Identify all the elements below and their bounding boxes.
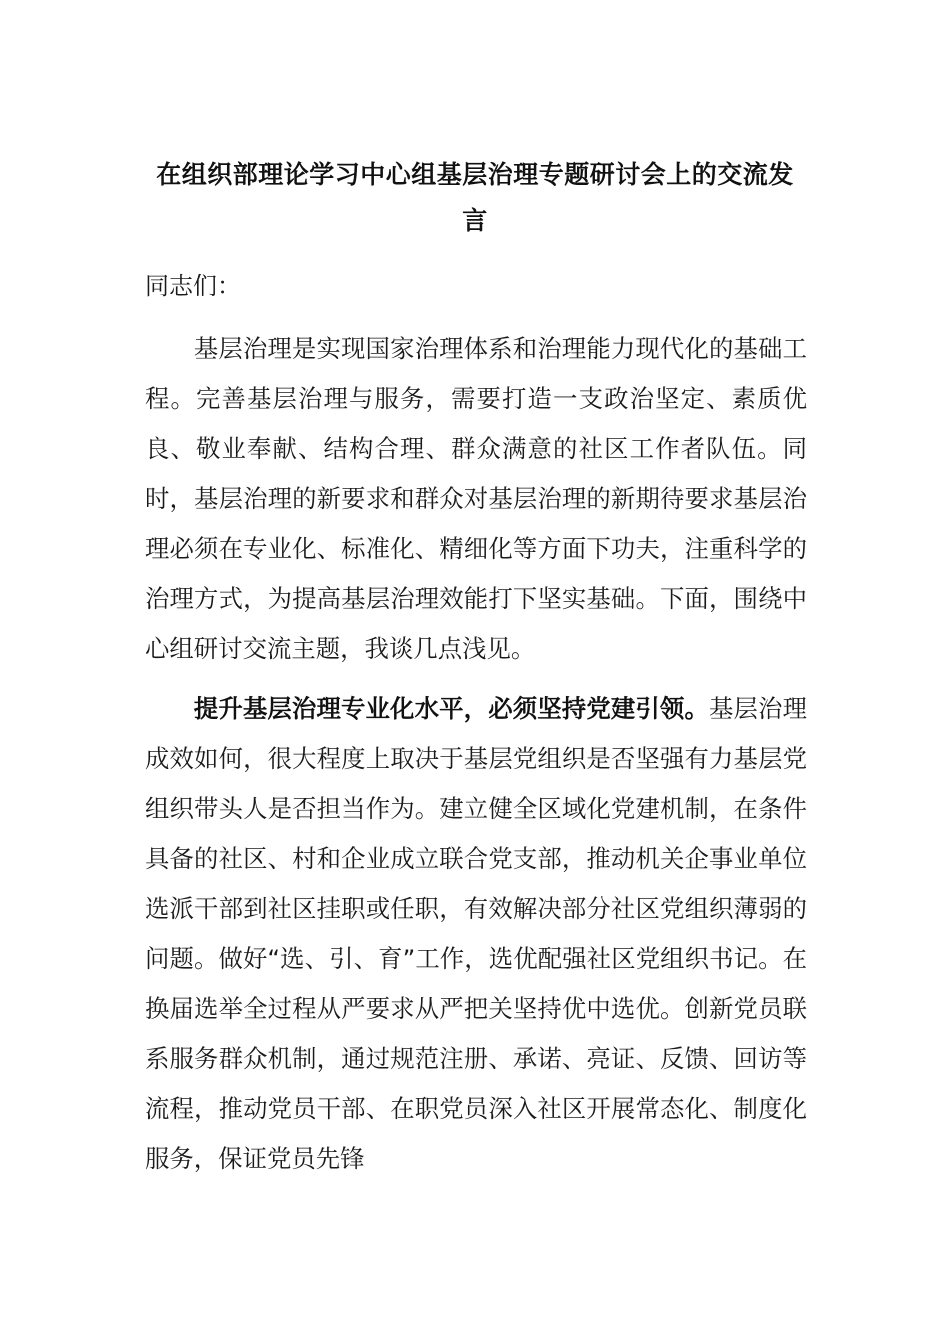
document-title-line-1: 在组织部理论学习中心组基层治理专题研讨会上的交流发 (156, 160, 794, 189)
document-title-line-2: 言 (462, 206, 488, 235)
paragraph-2-text: 基层治理成效如何，很大程度上取决于基层党组织是否坚强有力基层党组织带头人是否担当作为。建立健全区域化党建机制，在条件具备的社区、村和企业成立联合党支部，推动机关企事业单位选派干部到社区挂职或任职，有效解决部分社区党组织薄弱的问题。做好“选、引、育”工作，选优配强社区党组织书记。在换届选举全过程从严要求从严把关坚持优中选优。创新党员联系服务群众机制，通过规范注册、承诺、亮证、反馈、回访等流程，推动党员干部、在职党员深入社区开展常态化、制度化服务，保证党员先锋 (145, 694, 807, 1173)
paragraph-2-lead: 提升基层治理专业化水平，必须坚持党建引领。 (193, 694, 709, 723)
body-paragraph-1 (145, 324, 807, 674)
body-paragraph-2 (145, 684, 807, 1184)
paragraph-1-text: 基层治理是实现国家治理体系和治理能力现代化的基础工程。完善基层治理与服务，需要打造一支政治坚定、素质优良、敬业奉献、结构合理、群众满意的社区工作者队伍。同时，基层治理的新要求和群众对基层治理的新期待要求基层治理必须在专业化、标准化、精细化等方面下功夫，注重科学的治理方式，为提高基层治理效能打下坚实基础。下面，围绕中心组研讨交流主题，我谈几点浅见。 (145, 334, 807, 663)
document-title (145, 152, 805, 244)
salutation: 同志们： (145, 272, 241, 300)
